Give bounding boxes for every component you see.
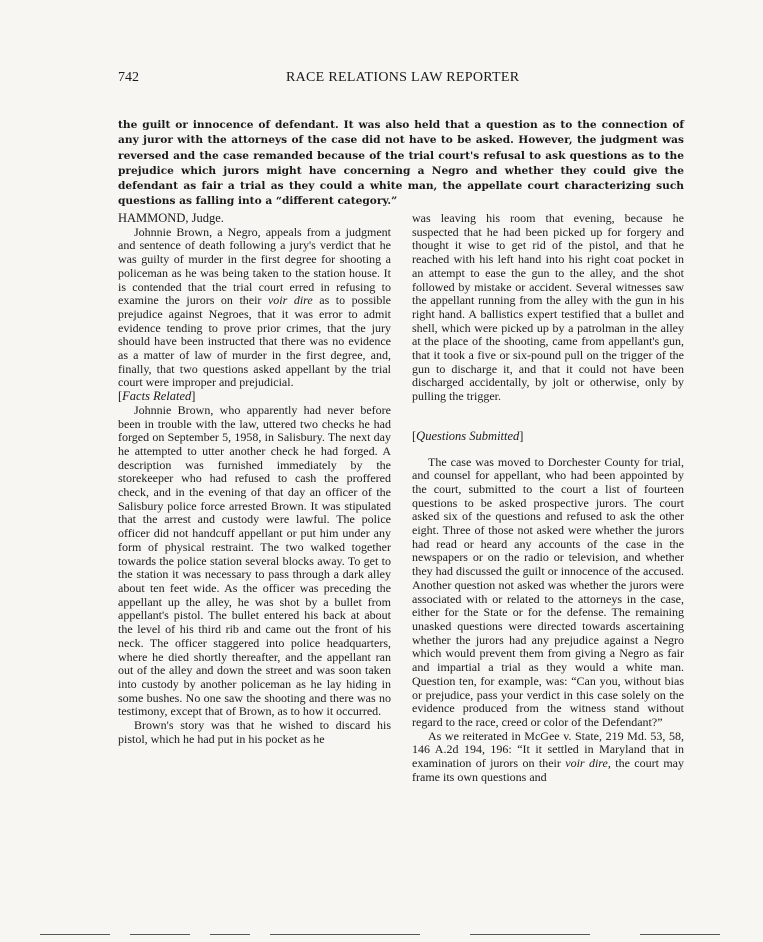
section-heading-questions: [Questions Submitted] — [412, 428, 524, 443]
intro-paragraph: Johnnie Brown, a Negro, appeals from a judgment and sentence of death following a jury's verdict that he was guilty of murder in the first degree for shooting a policeman as he was being taken to the station house. It is contended that the trial court erred in refusing to examine the jurors on their voir dire as to possible prejudice against Negroes, that it was error to admit evidence tending to prove prior crimes, that the jury should have been instructed that there was no evidence as a matter of law of murder in the first degree, and, finally, that two questions asked appellant by the trial court were improper and prejudicial. — [118, 224, 391, 390]
facts-paragraph: Johnnie Brown, who apparently had never before been in trouble with the law, uttered two checks he had forged on September 5, 1958, in Salisbury. The next day he attempted to utter another check he had forged. A description was furnished immediately by the storekeeper who had refused to cash the proffered check, and in the evening of that day an officer of the Salisbury police force arrested Brown. It was stipulated that the arrest and custody were lawful. The police officer did not handcuff appellant or put him under any form of physical restraint. The two walked together towards the police station several blocks away. To get to the station it was necessary to pass through a dark alley about ten feet wide. As the officer was preceding the appellant up the alley, he was shot by a bullet from appellant's pistol. The bullet entered his back at about the level of his third rib and came out the front of his neck. The officer staggered into police headquarters, where he died shortly thereafter, and the appellant ran out of the alley and down the street and was soon taken into custody by another policeman as he lay hiding in some bushes. No one saw the shooting and there was no testimony, except that of Brown, as to how it occurred. — [118, 402, 391, 719]
scan-artifact-rule — [270, 934, 420, 935]
mcgee-paragraph: As we reiterated in McGee v. State, 219 Md. 53, 58, 146 A.2d 194, 196: “It it settled in Maryland that in examination of jurors on their voir dire, the court may frame its own questions and — [412, 728, 685, 784]
scan-artifact-rule — [470, 934, 590, 935]
running-title: RACE RELATIONS LAW REPORTER — [286, 70, 520, 85]
scan-artifact-rule — [210, 934, 250, 935]
page-header — [118, 70, 688, 90]
questions-paragraph: The case was moved to Dorchester County for trial, and counsel for appellant, who had been appointed by the court, submitted to the court a list of fourteen questions to be asked prospective jurors. The court asked six of the questions and refused to ask the other eight. Three of those not asked were whether the jurors had read or heard any accounts of the case in the newspapers or on the radio or television, and whether they had discussed the guilt or innocence of the accused. Another question not asked was whether the jurors were associated with or related to the attorneys in the case, either for the State or for the defense. The remaining unasked questions were directed towards ascertaining whether the jurors had any prejudice against a Negro which would prevent them from giving a Negro as fair and impartial a trial as they would a white man. Question ten, for example, was: “Can you, without bias or prejudice, pass your verdict in this case solely on the evidence produced from the witness stand without regard to the race, creed or color of the Defendant?” — [412, 454, 684, 729]
continuation-paragraph: was leaving his room that evening, because he suspected that he had been picked up for forgery and thought it wise to get rid of the pistol, and that he reached with his left hand into his right coat pocket in an attempt to ease the gun to the alley, and the shot followed by mistake or accident. Several witnesses saw the appellant running from the alley with the gun in his right hand. A ballistics expert testified that a bullet and shell, which were picked up by a patrolman in the alley at the place of the shooting, came from appellant's gun, that it took a five or six-pound pull on the trigger of the gun to discharge it, and that it could not have been discharged accidentally, by jolt or otherwise, only by pulling the trigger. — [412, 211, 684, 404]
page-number: 742 — [118, 70, 139, 85]
left-column — [118, 212, 391, 746]
scan-artifact-rule — [640, 934, 720, 935]
scan-artifact-rule — [130, 934, 190, 935]
headnote: the guilt or innocence of defendant. It was also held that a question as to the connection of any juror with the attorneys of the case did not have to be asked. However, the judgment was reversed and the case remanded because of the trial court's refusal to ask questions as to the prejudice which jurors might have concerning a Negro and whether they could give the defendant as fair a trial as they could a white man, the appellate court characterizing such questions as falling into a “different category.” — [118, 119, 684, 208]
judge-name: HAMMOND, Judge. — [118, 211, 224, 225]
right-column — [412, 212, 684, 784]
section-heading-facts: [Facts Related] — [118, 389, 196, 404]
story-paragraph: Brown's story was that he wished to discard his pistol, which he had put in his pocket as he — [118, 718, 391, 746]
scan-artifact-rule — [40, 934, 110, 935]
